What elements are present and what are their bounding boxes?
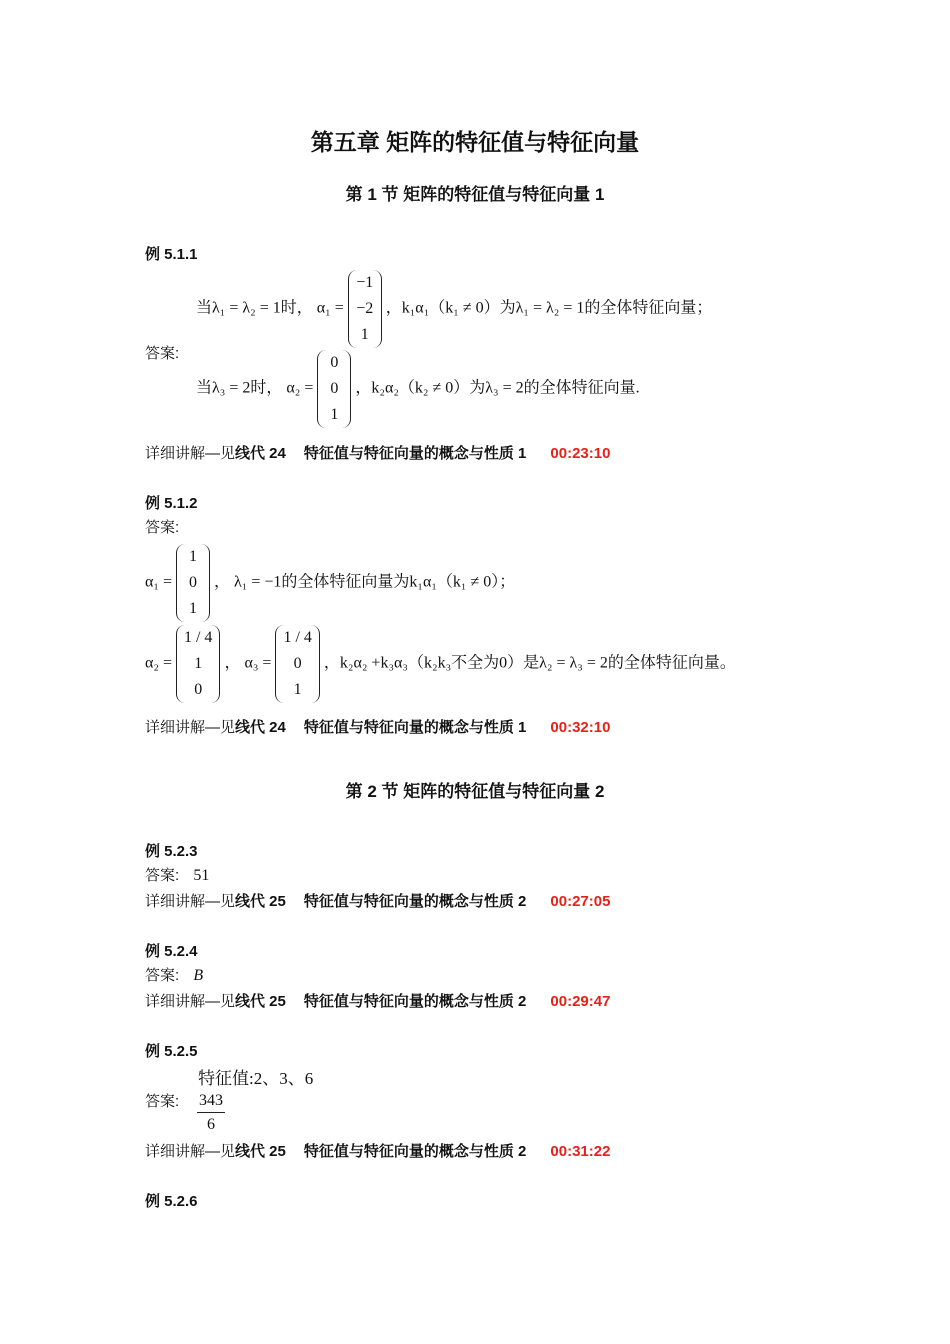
fraction-numerator: 343 xyxy=(197,1090,225,1113)
matrix-entry: 1 xyxy=(330,406,339,423)
chapter-title: 第五章 矩阵的特征值与特征向量 xyxy=(310,129,640,155)
topic-name: 特征值与特征向量的概念与性质 2 xyxy=(303,993,527,1010)
eigenvalue-line: 特征值:2、3、6 xyxy=(198,1069,314,1088)
answer-line-5-2-4 xyxy=(145,964,203,985)
matrix-entry: 0 xyxy=(330,354,339,371)
video-reference-5-2-3[interactable] xyxy=(145,890,610,911)
course-name: 线代 25 xyxy=(235,893,286,910)
example-label-5-2-3: 例 5.2.3 xyxy=(145,843,198,860)
timestamp: 00:32:10 xyxy=(550,719,611,736)
matrix-entry: −1 xyxy=(356,274,374,291)
vector-label: ， α₃ = xyxy=(224,654,272,672)
matrix-entry: 1 xyxy=(188,600,197,617)
example-5-1-2-line-2 xyxy=(145,625,736,703)
timestamp: 00:29:47 xyxy=(550,993,611,1010)
matrix-entry: 1 / 4 xyxy=(283,629,312,646)
example-5-1-2-line-1 xyxy=(145,544,515,622)
eigenvector-matrix xyxy=(176,625,220,703)
course-name: 线代 24 xyxy=(235,719,286,736)
matrix-entry: 1 xyxy=(293,681,302,698)
answer-label: 答案: xyxy=(145,519,180,536)
condition-text: 当λ₁ = λ₂ = 1时， xyxy=(196,299,313,317)
conclusion-text: ，k₁α₁（k₁ ≠ 0）为λ₁ = λ₂ = 1的全体特征向量； xyxy=(385,299,713,317)
conclusion-text: ， λ₁ = −1的全体特征向量为k₁α₁（k₁ ≠ 0）； xyxy=(213,573,516,591)
example-5-1-1-line-1 xyxy=(196,270,712,348)
vector-label: α₂ = xyxy=(145,654,172,672)
answer-label: 答案: xyxy=(145,345,180,362)
matrix-entry: 1 / 4 xyxy=(183,629,213,646)
example-5-1-1-line-2 xyxy=(196,350,640,428)
section-title-1: 第 1 节 矩阵的特征值与特征向量 1 xyxy=(345,185,605,204)
matrix-entry: 1 xyxy=(194,655,203,672)
example-label-5-1-1: 例 5.1.1 xyxy=(145,246,198,263)
reference-prefix: 详细讲解—见 xyxy=(145,719,236,736)
course-name: 线代 25 xyxy=(235,993,286,1010)
topic-name: 特征值与特征向量的概念与性质 1 xyxy=(303,719,527,736)
conclusion-text: ，k₂α₂（k₂ ≠ 0）为λ₃ = 2的全体特征向量. xyxy=(355,379,640,397)
timestamp: 00:23:10 xyxy=(550,445,611,462)
reference-prefix: 详细讲解—见 xyxy=(145,445,236,462)
topic-name: 特征值与特征向量的概念与性质 2 xyxy=(303,893,527,910)
fraction-denominator: 6 xyxy=(207,1116,215,1133)
reference-prefix: 详细讲解—见 xyxy=(145,993,236,1010)
vector-label: α₁ = xyxy=(145,573,172,591)
eigenvector-matrix xyxy=(348,270,382,348)
video-reference-5-2-4[interactable] xyxy=(145,990,610,1011)
matrix-entry: 1 xyxy=(188,548,197,565)
matrix-entry: 0 xyxy=(188,574,197,591)
example-label-5-2-6: 例 5.2.6 xyxy=(145,1193,198,1210)
course-name: 线代 25 xyxy=(235,1143,286,1160)
matrix-entry: 0 xyxy=(194,681,203,698)
topic-name: 特征值与特征向量的概念与性质 2 xyxy=(303,1143,527,1160)
example-label-5-1-2: 例 5.1.2 xyxy=(145,495,198,512)
video-reference-5-2-5[interactable] xyxy=(145,1140,610,1161)
video-reference-5-1-2[interactable] xyxy=(145,716,610,737)
reference-prefix: 详细讲解—见 xyxy=(145,893,236,910)
timestamp: 00:31:22 xyxy=(550,1143,611,1160)
reference-prefix: 详细讲解—见 xyxy=(145,1143,236,1160)
conclusion-text: ，k₂α₂ +k₃α₃（k₂k₃不全为0）是λ₂ = λ₃ = 2的全体特征向量。 xyxy=(323,654,736,672)
topic-name: 特征值与特征向量的概念与性质 1 xyxy=(303,445,527,462)
eigenvector-matrix xyxy=(317,350,351,428)
matrix-entry: −2 xyxy=(356,300,374,317)
condition-text: 当λ₃ = 2时， xyxy=(196,379,283,397)
example-label-5-2-5: 例 5.2.5 xyxy=(145,1043,198,1060)
matrix-entry: 0 xyxy=(293,655,302,672)
vector-label: α₁ = xyxy=(316,299,344,317)
matrix-entry: 0 xyxy=(330,380,339,397)
course-name: 线代 24 xyxy=(235,445,286,462)
answer-line-5-2-3 xyxy=(145,864,209,885)
example-label-5-2-4: 例 5.2.4 xyxy=(145,943,198,960)
fraction xyxy=(197,1090,225,1137)
answer-value: 51 xyxy=(193,867,210,884)
vector-label: α₂ = xyxy=(286,379,314,397)
answer-label: 答案: xyxy=(145,1093,180,1110)
eigenvector-matrix xyxy=(275,625,319,703)
timestamp: 00:27:05 xyxy=(550,893,611,910)
answer-value: B xyxy=(193,967,204,984)
answer-label: 答案: xyxy=(145,967,180,984)
eigenvector-matrix xyxy=(176,544,210,622)
answer-label: 答案: xyxy=(145,867,180,884)
video-reference-5-1-1[interactable] xyxy=(145,442,610,463)
answer-fraction xyxy=(197,1090,225,1137)
section-title-2: 第 2 节 矩阵的特征值与特征向量 2 xyxy=(345,782,605,801)
matrix-entry: 1 xyxy=(360,326,369,343)
